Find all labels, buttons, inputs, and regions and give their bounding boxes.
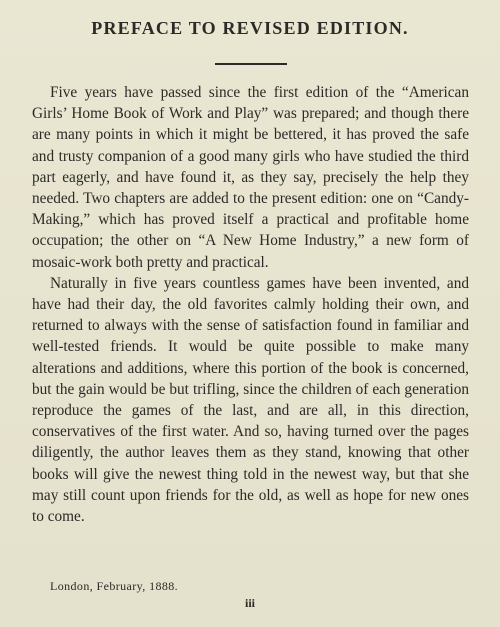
title-divider — [215, 63, 287, 65]
preface-paragraph-1: Five years have passed since the first edition of the “American Girls’ Home Book of Work and Play” was prepared; and though there are many points in which it might be bettered, it has proved the safe and trusty companion of a good many girls who have studied the third part eagerly, and have found it, as they say, precisely the help they needed. Two chapters are added to the present edition: one on “Candy-Making,” which has proved itself a practical and profitable home occupation; the other on “A New Home Industry,” a new form of mosaic-work both pretty and practical. — [32, 84, 469, 271]
page-title: PREFACE TO REVISED EDITION. — [91, 18, 409, 38]
preface-paragraph-2: Naturally in five years countless games have been invented, and have had their day, the old favorites calmly holding their own, and returned to always with the sense of satisfaction found in familiar and well-tested friends. It would be quite possible to make many alterations and additions, where this portion of the book is concerned, but the gain would be but trifling, since the children of each generation reproduce the games of the last, and are all, in this direction, conservatives of the first water. And so, having turned over the pages diligently, the author leaves them as they stand, knowing that other books will give the newest thing told in the newest way, but that she may still count upon friends for the old, as well as hope for new ones to come. — [32, 274, 469, 526]
signoff-location-date: London, February, 1888. — [50, 579, 179, 593]
page-number: iii — [244, 596, 255, 610]
preface-body — [32, 82, 469, 527]
